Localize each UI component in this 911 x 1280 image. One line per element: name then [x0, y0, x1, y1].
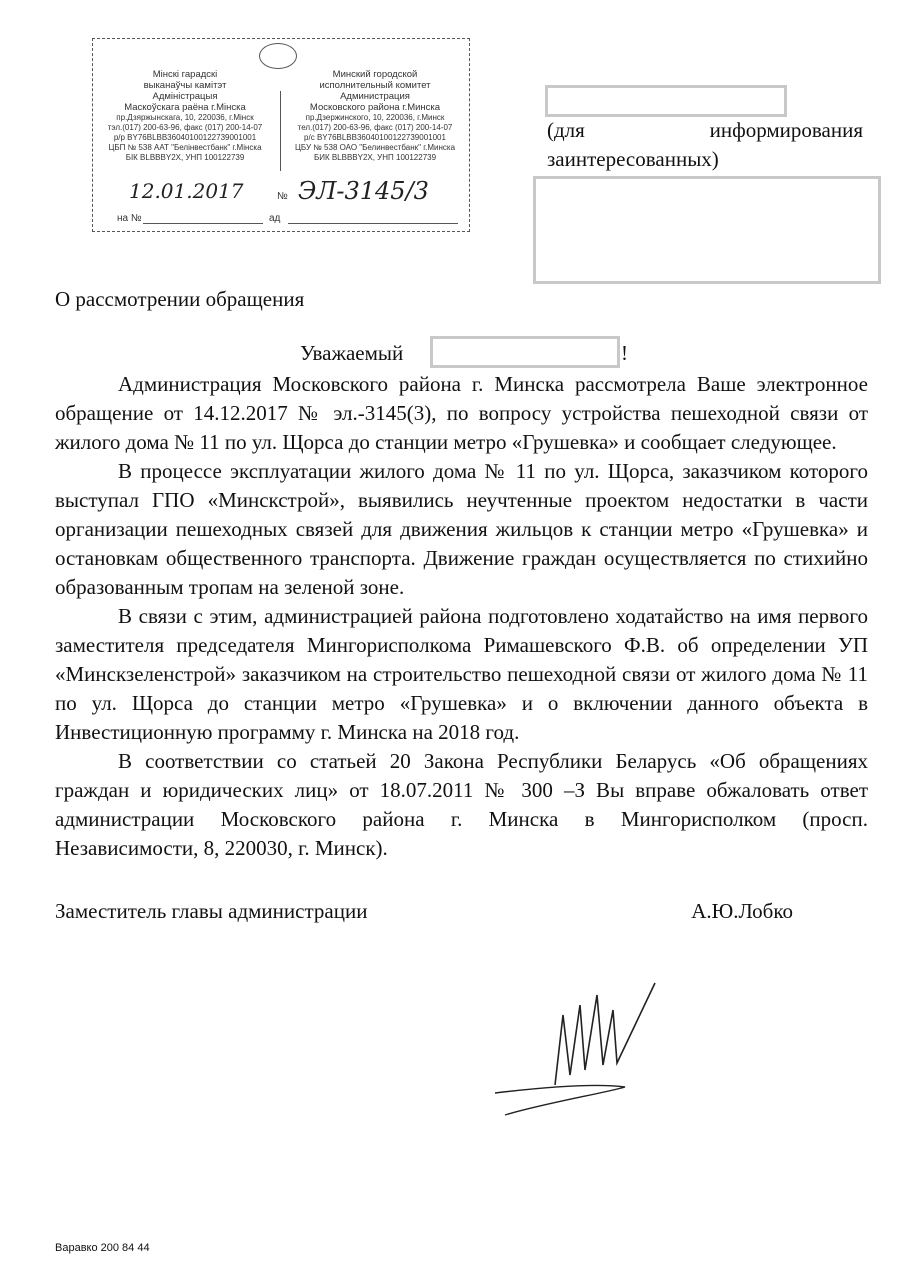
redacted-addressee-name: [430, 336, 620, 368]
stamp-right-column: [285, 69, 465, 163]
stamp-text: Московского района г.Минска: [309, 102, 441, 113]
stamp-text: Адміністрацыя: [152, 91, 218, 102]
signatory-name: А.Ю.Лобко: [691, 899, 793, 923]
salutation-prefix: Уважаемый: [300, 341, 404, 365]
body-paragraph: В процессе эксплуатации жилого дома № 11 по ул. Щорса, заказчиком которого выступал ГПО «Минскстрой», выявились неучтенные проектом недостатки в части организации пешеходных связей для движения жильцов к станции метро «Грушевка» и остановкам общественного транспорта. Движение граждан осуществляется по стихийно образованным тропам на зеленой зоне.: [55, 459, 868, 599]
note-text: заинтересованных): [547, 147, 719, 171]
stamp-text: пр.Дзяржынскага, 10, 220036, г.Мінск: [116, 113, 254, 122]
stamp-text: Маскоўскага раёна г.Мінска: [124, 102, 246, 113]
body-paragraph: Администрация Московского района г. Минска рассмотрела Ваше электронное обращение от 14.12.2017 № эл.-3145(3), по вопросу устройства пешеходной связи от жилого дома № 11 по ул. Щорса до станции метро «Грушевка» и сообщает следующее.: [55, 372, 868, 454]
footer-contact: Варавко 200 84 44: [55, 1242, 150, 1254]
stamp-text: Минский городской: [332, 69, 418, 80]
stamp-ref-from: ад: [269, 213, 281, 224]
redacted-recipient-address: [533, 176, 881, 284]
body-paragraph: В связи с этим, администрацией района подготовлено ходатайство на имя первого заместителя председателя Мингорисполкома Римашевского Ф.В. об определении УП «Минскзеленстрой» заказчиком на строительство пешеходной связи от жилого дома № 11 по ул. Щорса до станции метро «Грушевка» и о включении данного объекта в Инвестиционную программу г. Минска на 2018 год.: [55, 604, 868, 744]
signatory-position: Заместитель главы администрации: [55, 899, 368, 923]
stamp-text: Администрация: [340, 91, 410, 102]
stamp-text: Мінскі гарадскі: [152, 69, 218, 80]
stamp-text: БИК BLBBBY2X, УНП 100122739: [313, 153, 437, 162]
note-text: информирования: [709, 118, 863, 142]
stamp-text: пр.Дзержинского, 10, 220036, г.Минск: [305, 113, 445, 122]
registration-stamp: [92, 38, 470, 232]
subject-line: О рассмотрении обращения: [55, 287, 305, 311]
stamp-date: 12.01.2017: [129, 179, 244, 203]
stamp-text: исполнительный комитет: [319, 80, 431, 91]
stamp-text: ЦБП № 538 ААТ "Белінвестбанк" г.Мінска: [108, 143, 262, 152]
stamp-text: ЦБУ № 538 ОАО "Белинвестбанк" г.Минска: [294, 143, 456, 152]
signature-row: [55, 897, 868, 926]
state-emblem-icon: [259, 43, 297, 69]
stamp-number: ЭЛ-3145/3: [298, 177, 429, 205]
stamp-text: тэл.(017) 200-63-96, факс (017) 200-14-07: [107, 123, 263, 132]
stamp-text: р/с BY76BLBB36040100122739001001: [304, 133, 446, 142]
handwritten-signature: [485, 975, 665, 1125]
recipient-note: [547, 116, 863, 174]
stamp-text: выканаўчы камітэт: [143, 80, 227, 91]
stamp-left-column: [95, 69, 275, 163]
redacted-recipient-name: [545, 85, 787, 117]
body-paragraph: В соответствии со статьей 20 Закона Республики Беларусь «Об обращениях граждан и юридических лиц» от 18.07.2011 № 300 –З Вы вправе обжаловать ответ администрации Московского района г. Минска в Мингорисполком (просп. Независимости, 8, 220030, г. Минск).: [55, 749, 868, 860]
stamp-text: БІК BLBBBY2X, УНП 100122739: [125, 153, 245, 162]
stamp-number-label: №: [277, 191, 288, 202]
letter-body: [55, 370, 868, 926]
stamp-line: [288, 223, 458, 224]
salutation-suffix: !: [621, 341, 628, 365]
stamp-text: тел.(017) 200-63-96, факс (017) 200-14-07: [297, 123, 453, 132]
stamp-text: р/р BY76BLBB36040100122739001001: [113, 133, 257, 142]
note-text: (для: [547, 118, 585, 142]
stamp-line: [143, 223, 263, 224]
stamp-ref-label: на №: [117, 213, 142, 224]
stamp-divider: [280, 91, 281, 171]
